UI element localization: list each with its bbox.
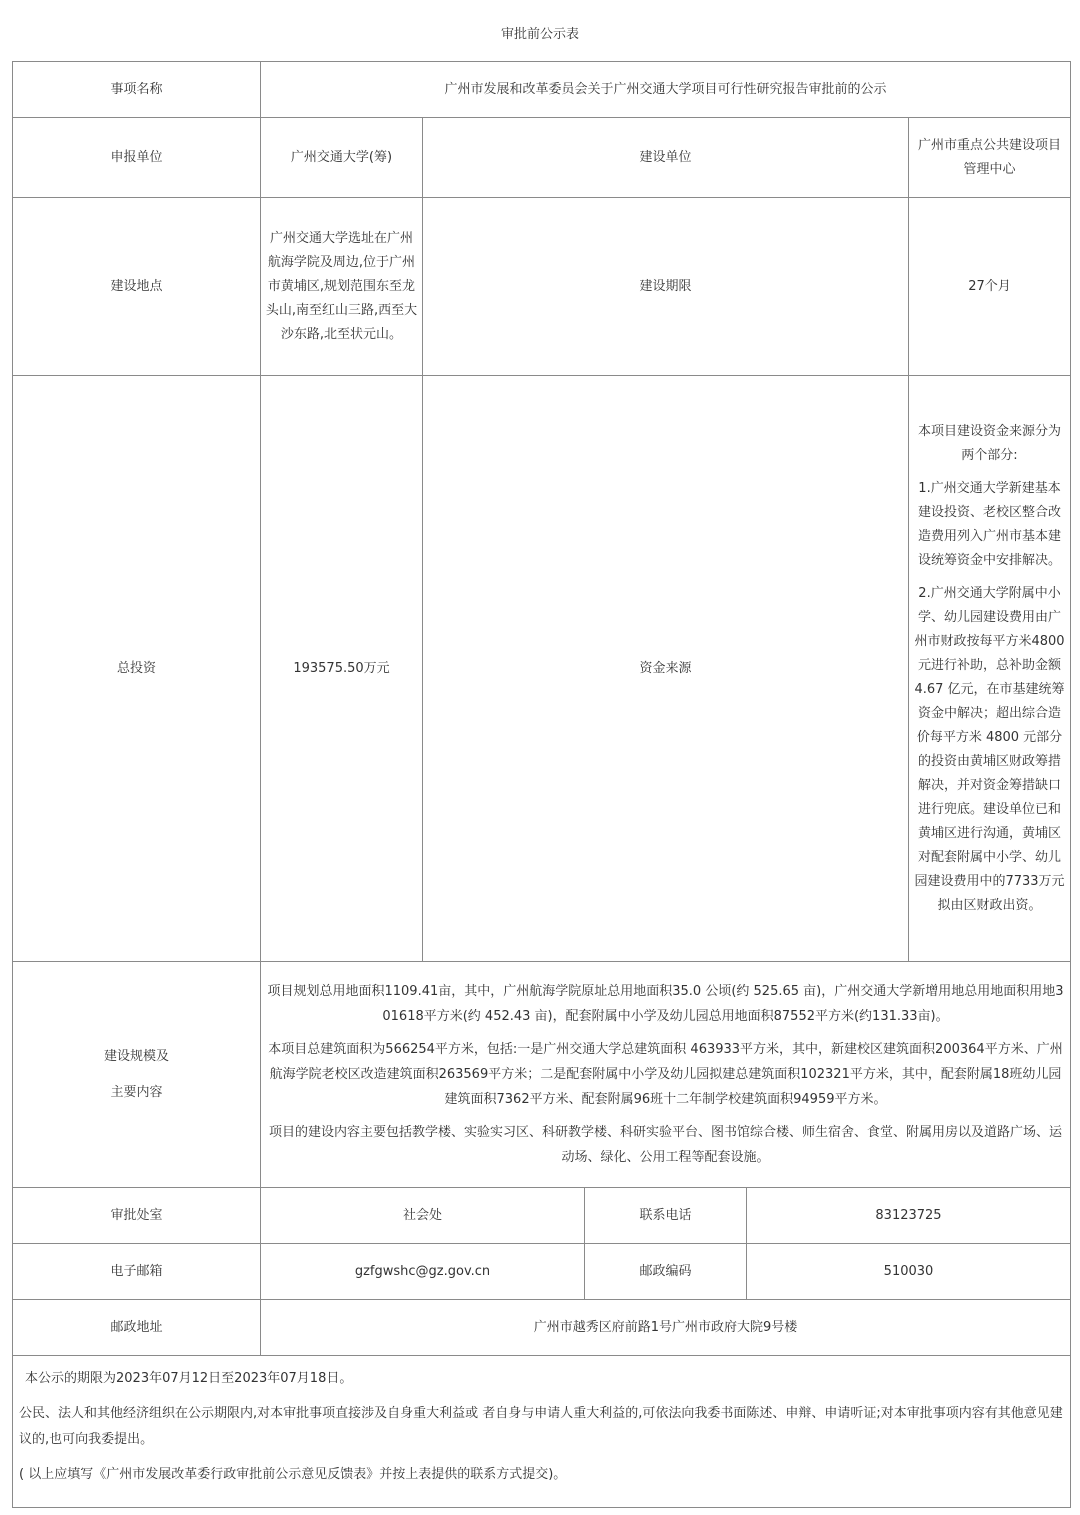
row-investment bbox=[13, 376, 1071, 962]
notice-rights: 公民、法人和其他经济组织在公示期限内,对本审批事项直接涉及自身重大利益或 者自身与申请人重大利益的,可依法向我委书面陈述、申辩、申请听证;对本审批事项内容有其他意见建议的,也可向我委提出。 bbox=[19, 1406, 1063, 1447]
row-office bbox=[13, 1188, 1071, 1244]
investment-label: 总投资 bbox=[13, 376, 261, 962]
phone-value: 83123725 bbox=[747, 1188, 1071, 1244]
address-value: 广州市越秀区府前路1号广州市政府大院9号楼 bbox=[261, 1300, 1071, 1356]
row-email bbox=[13, 1244, 1071, 1300]
funding-paragraph: 本项目建设资金来源分为两个部分: bbox=[917, 423, 1061, 463]
notice-cell bbox=[13, 1356, 1071, 1508]
approval-notice-table bbox=[12, 61, 1071, 1508]
row-site bbox=[13, 198, 1071, 376]
item-name-label: 事项名称 bbox=[13, 62, 261, 118]
applicant-value: 广州交通大学(筹) bbox=[261, 118, 423, 198]
applicant-label: 申报单位 bbox=[13, 118, 261, 198]
scale-label-line: 建设规模及 bbox=[103, 1048, 169, 1064]
site-label: 建设地点 bbox=[13, 198, 261, 376]
notice-period: 本公示的期限为2023年07月12日至2023年07月18日。 bbox=[25, 1371, 353, 1386]
address-label: 邮政地址 bbox=[13, 1300, 261, 1356]
item-name-value: 广州市发展和改革委员会关于广州交通大学项目可行性研究报告审批前的公示 bbox=[261, 62, 1071, 118]
email-value: gzfgwshc@gz.gov.cn bbox=[261, 1244, 585, 1300]
row-address bbox=[13, 1300, 1071, 1356]
postcode-value: 510030 bbox=[747, 1244, 1071, 1300]
investment-value: 193575.50万元 bbox=[261, 376, 423, 962]
site-value: 广州交通大学选址在广州航海学院及周边,位于广州市黄埔区,规划范围东至龙头山,南至红山三路,西至大沙东路,北至状元山。 bbox=[261, 198, 423, 376]
funding-label: 资金来源 bbox=[423, 376, 909, 962]
page-title: 审批前公示表 bbox=[500, 27, 579, 42]
funding-paragraph: 2.广州交通大学附属中小学、幼儿园建设费用由广州市财政按每平方米4800 元进行补助，总补助金额 4.67 亿元，在市基建统筹资金中解决；超出综合造价每平方米 4800 元部分的投资由黄埔区财政筹措解决，并对资金筹措缺口进行兜底。建设单位已和黄埔区进行沟通，黄埔区对配套附属中小学、幼儿园建设费用中的7733万元拟由区财政出资。 bbox=[914, 585, 1065, 913]
period-label: 建设期限 bbox=[423, 198, 909, 376]
scale-paragraph: 项目的建设内容主要包括教学楼、实验实习区、科研教学楼、科研实验平台、图书馆综合楼、师生宿舍、食堂、附属用房以及道路广场、运动场、绿化、公用工程等配套设施。 bbox=[268, 1125, 1062, 1165]
funding-paragraph: 1.广州交通大学新建基本建设投资、老校区整合改造费用列入广州市基本建设统筹资金中安排解决。 bbox=[917, 480, 1061, 568]
funding-source-value bbox=[909, 376, 1071, 962]
builder-label: 建设单位 bbox=[423, 118, 909, 198]
postcode-label: 邮政编码 bbox=[585, 1244, 747, 1300]
period-value: 27个月 bbox=[909, 198, 1071, 376]
scale-paragraph: 本项目总建筑面积为566254平方米，包括:一是广州交通大学总建筑面积 463933平方米，其中，新建校区建筑面积200364平方米、广州航海学院老校区改造建筑面积263569平方米；二是配套附属中小学及幼儿园拟建总建筑面积102321平方米，其中，配套附属18班幼儿园建筑面积7362平方米、配套附属96班十二年制学校建筑面积94959平方米。 bbox=[268, 1042, 1063, 1107]
row-scale bbox=[13, 962, 1071, 1188]
row-item-name bbox=[13, 62, 1071, 118]
office-label: 审批处室 bbox=[13, 1188, 261, 1244]
scale-content bbox=[261, 962, 1071, 1188]
phone-label: 联系电话 bbox=[585, 1188, 747, 1244]
office-value: 社会处 bbox=[261, 1188, 585, 1244]
builder-value: 广州市重点公共建设项目管理中心 bbox=[909, 118, 1071, 198]
scale-label-line: 主要内容 bbox=[110, 1084, 163, 1100]
scale-label bbox=[13, 962, 261, 1188]
row-notice bbox=[13, 1356, 1071, 1508]
row-applicant bbox=[13, 118, 1071, 198]
email-label: 电子邮箱 bbox=[13, 1244, 261, 1300]
scale-paragraph: 项目规划总用地面积1109.41亩，其中，广州航海学院原址总用地面积35.0 公顷(约 525.65 亩)，广州交通大学新增用地总用地面积用地301618平方米(约 452.43 亩)，配套附属中小学及幼儿园总用地面积87552平方米(约131.33亩)。 bbox=[267, 984, 1064, 1024]
notice-feedback: ( 以上应填写《广州市发展改革委行政审批前公示意见反馈表》并按上表提供的联系方式提交)。 bbox=[19, 1467, 567, 1482]
